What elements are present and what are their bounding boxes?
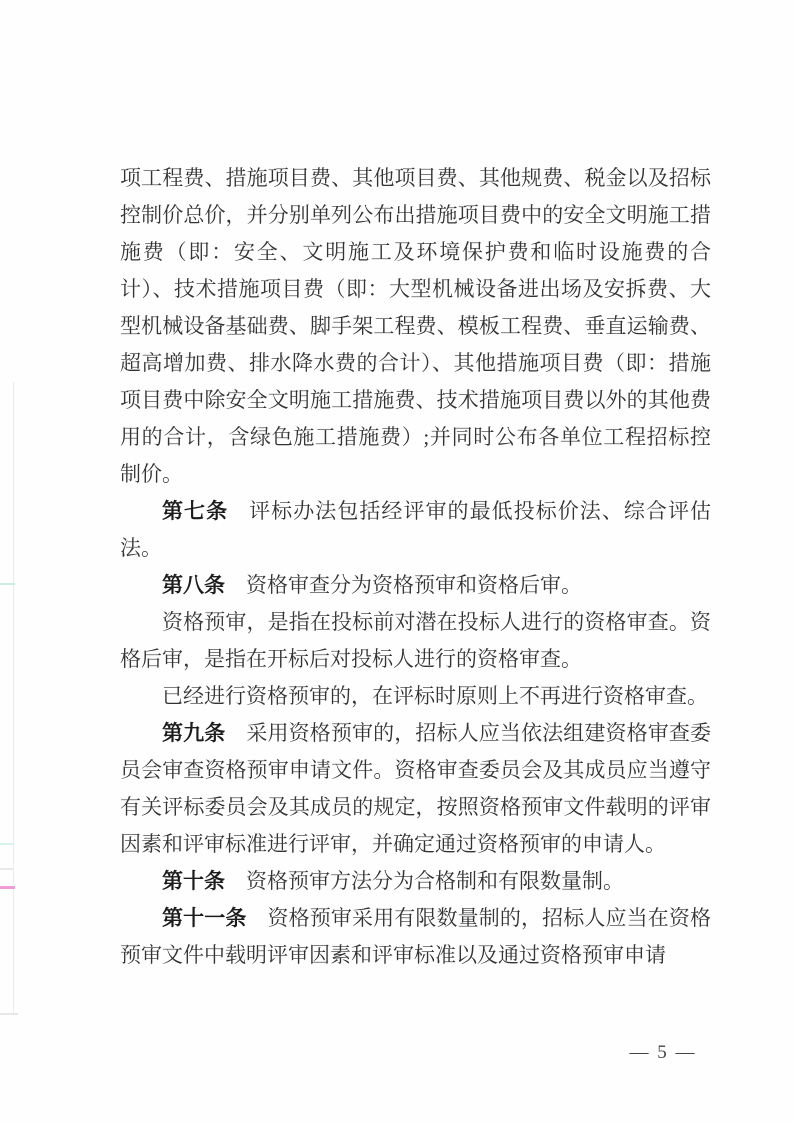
- article-label: 第九条: [162, 722, 226, 745]
- document-body: [120, 160, 711, 974]
- scan-artifact-gray-tick: [0, 868, 14, 870]
- paragraph-text: 已经进行资格预审的，在评标时原则上不再进行资格审查。: [162, 684, 708, 708]
- paragraph-article-9: [120, 715, 711, 863]
- paragraph-text: 评标办法包括经评审的最低投标价法、综合评估法。: [120, 499, 712, 560]
- scan-artifact-teal-tick: [0, 583, 15, 585]
- paragraph-article-11: [120, 900, 711, 974]
- scan-artifact-gray-tick: [0, 1013, 18, 1015]
- page-number: — 5 —: [629, 1042, 697, 1063]
- article-label: 第十条: [162, 870, 225, 893]
- paragraph-text: 采用资格预审的，招标人应当依法组建资格审查委员会审查资格预审申请文件。资格审查委员会及其成员应当遵守有关评标委员会及其成员的规定，按照资格预审文件载明的评审因素和评审标准进行评审，并确定通过资格预审的申请人。: [120, 721, 711, 856]
- article-label: 第八条: [162, 574, 225, 597]
- article-label: 第七条: [162, 500, 229, 523]
- paragraph-text: 项工程费、措施项目费、其他项目费、其他规费、税金以及招标控制价总价，并分别单列公布出措施项目费中的安全文明施工措施费（即：安全、文明施工及环境保护费和临时设施费的合计）、技术措施项目费（即：大型机械设备进出场及安拆费、大型机械设备基础费、脚手架工程费、模板工程费、垂直运输费、超高增加费、排水降水费的合计）、其他措施项目费（即：措施项目费中除安全文明施工措施费、技术措施项目费以外的其他费用的合计，含绿色施工措施费）;并同时公布各单位工程招标控制价。: [120, 166, 711, 486]
- paragraph: [120, 604, 711, 678]
- article-label: 第十一条: [162, 907, 247, 930]
- paragraph-text: 资格审查分为资格预审和资格后审。: [246, 573, 582, 597]
- paragraph-article-7: [120, 493, 711, 567]
- scan-artifact-pink-line: [0, 886, 15, 889]
- scan-artifact-teal-tick: [0, 843, 14, 845]
- paragraph-article-8: [120, 567, 711, 604]
- paragraph-text: 资格预审采用有限数量制的，招标人应当在资格预审文件中载明评审因素和评审标准以及通过资格预审申请: [120, 906, 711, 967]
- paragraph-text: 资格预审方法分为合格制和有限数量制。: [246, 869, 624, 893]
- scan-artifact-vertical-line: [13, 382, 14, 1015]
- paragraph-article-10: [120, 863, 711, 900]
- paragraph-text: 资格预审，是指在投标前对潜在投标人进行的资格审查。资格后审，是指在开标后对投标人进行的资格审查。: [120, 610, 711, 671]
- paragraph: [120, 678, 711, 715]
- paragraph: [120, 160, 711, 493]
